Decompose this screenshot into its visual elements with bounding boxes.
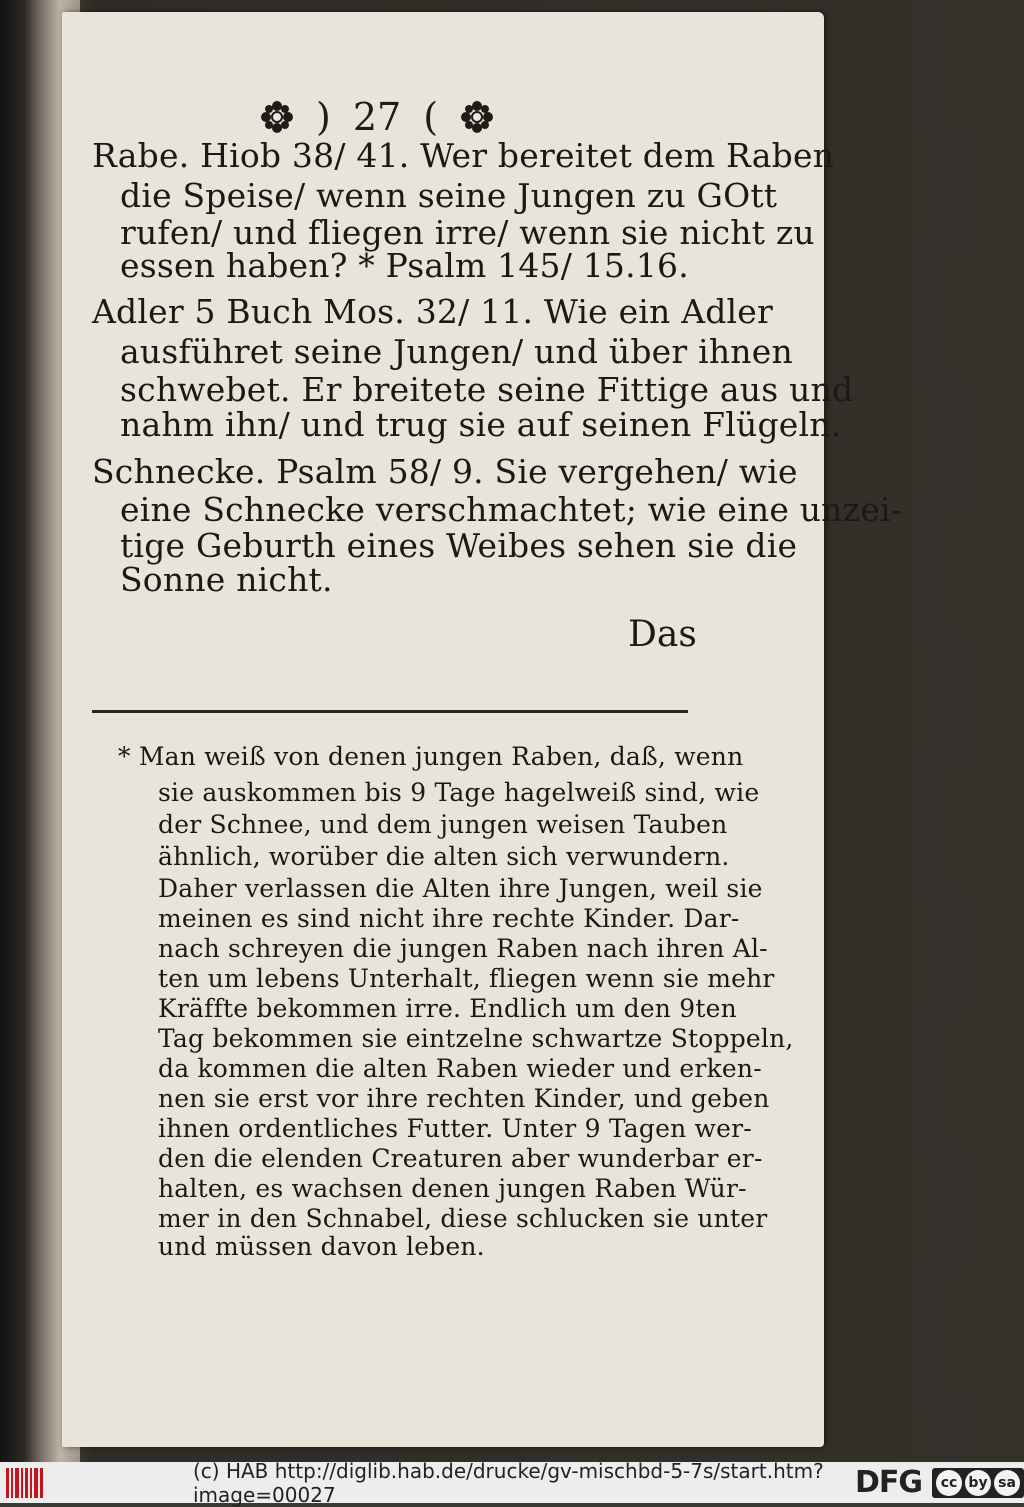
footnote-line: da kommen die alten Raben wieder und erken- [158, 1054, 762, 1083]
footnote-line: nach schreyen die jungen Raben nach ihren Al- [158, 934, 768, 963]
text-line: ausführet seine Jungen/ und über ihnen [120, 332, 793, 371]
hab-logo-icon [6, 1468, 43, 1498]
footnote-line: den die elenden Creaturen aber wunderbar er- [158, 1144, 763, 1173]
by-icon: by [965, 1470, 991, 1496]
flower-ornament-icon [260, 100, 294, 134]
text-line: Rabe. Hiob 38/ 41. Wer bereitet dem Raben [92, 136, 835, 175]
footnote-line: ihnen ordentliches Futter. Unter 9 Tagen wer- [158, 1114, 752, 1143]
footnote-line: sie auskommen bis 9 Tage hagelweiß sind, wie [158, 778, 760, 807]
text-line: rufen/ und fliegen irre/ wenn sie nicht zu [120, 213, 815, 252]
page-header [260, 92, 560, 142]
text-line: die Speise/ wenn seine Jungen zu GOtt [120, 176, 778, 215]
header-bracket-right: ( [423, 95, 439, 139]
flower-ornament-icon [460, 100, 494, 134]
footnote-line: meinen es sind nicht ihre rechte Kinder. Dar- [158, 904, 740, 933]
text-line: Sonne nicht. [120, 560, 333, 599]
page-number: 27 [352, 95, 402, 139]
catchword: Das [628, 614, 697, 655]
footer-bar [0, 1458, 1024, 1507]
dfg-logo: DFG [854, 1465, 922, 1500]
cc-icon: cc [936, 1470, 962, 1496]
header-bracket-left: ) [316, 95, 331, 139]
text-line: essen haben? * Psalm 145/ 15.16. [120, 246, 689, 285]
footnote-line: * Man weiß von denen jungen Raben, daß, wenn [118, 742, 744, 771]
footnote-line: Kräffte bekommen irre. Endlich um den 9ten [158, 994, 737, 1023]
footnote-line: der Schnee, und dem jungen weisen Tauben [158, 810, 728, 839]
footnote-rule [92, 710, 688, 713]
footnote-line: nen sie erst vor ihre rechten Kinder, und geben [158, 1084, 770, 1113]
footnote-line: und müssen davon leben. [158, 1232, 485, 1261]
text-line: schwebet. Er breitete seine Fittige aus und [120, 370, 854, 409]
footnote-line: mer in den Schnabel, diese schlucken sie unter [158, 1204, 768, 1233]
copyright-link[interactable]: (c) HAB http://diglib.hab.de/drucke/gv-mischbd-5-7s/start.htm?image=00027 [193, 1458, 824, 1507]
footnote-line: halten, es wachsen denen jungen Raben Wür- [158, 1174, 747, 1203]
text-line: Adler 5 Buch Mos. 32/ 11. Wie ein Adler [92, 292, 774, 331]
footnote-line: Tag bekommen sie eintzelne schwartze Stoppeln, [158, 1024, 794, 1053]
footnote-line: Daher verlassen die Alten ihre Jungen, weil sie [158, 874, 763, 903]
footnote-line: ten um lebens Unterhalt, fliegen wenn sie mehr [158, 964, 775, 993]
sa-icon: sa [994, 1470, 1020, 1496]
footnote-line: ähnlich, worüber die alten sich verwundern. [158, 842, 730, 871]
text-line: Schnecke. Psalm 58/ 9. Sie vergehen/ wie [92, 452, 798, 491]
text-line: nahm ihn/ und trug sie auf seinen Flügeln. [120, 405, 842, 444]
cc-license-badge[interactable] [932, 1468, 1024, 1498]
text-line: eine Schnecke verschmachtet; wie eine unzei- [120, 490, 903, 529]
text-line: tige Geburth eines Weibes sehen sie die [120, 526, 798, 565]
